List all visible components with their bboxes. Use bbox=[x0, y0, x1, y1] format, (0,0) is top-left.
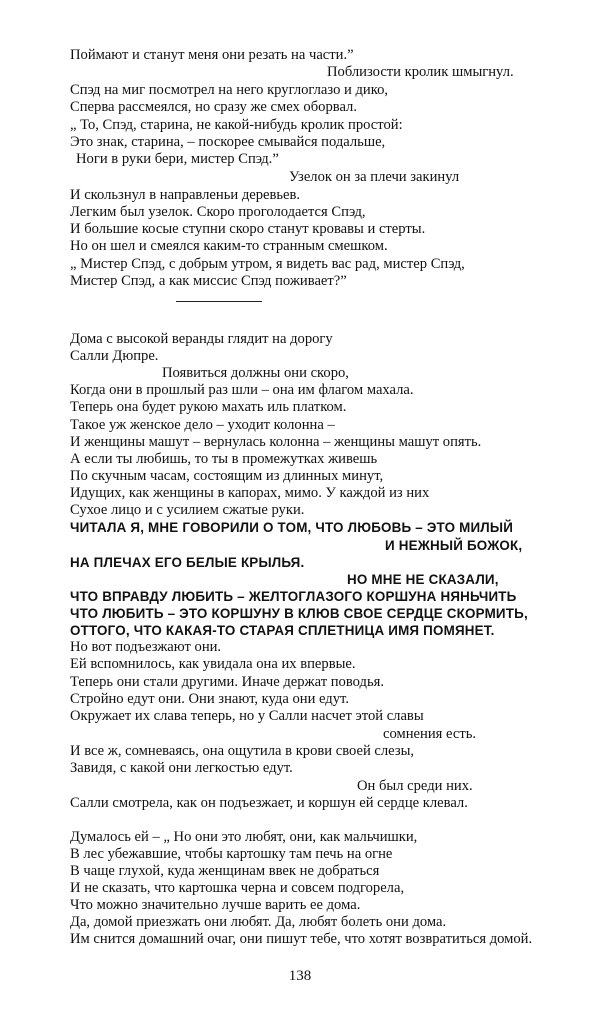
poem-line: В лес убежавшие, чтобы картошку там печь на огне bbox=[70, 846, 393, 862]
poem-line: Дома с высокой веранды глядит на дорогу bbox=[70, 331, 333, 347]
caps-line: ЧТО ЛЮБИТЬ – ЭТО КОРШУНУ В КЛЮВ СВОЕ СЕРДЦЕ СКОРМИТЬ, bbox=[70, 606, 528, 621]
caps-line: ОТТОГО, ЧТО КАКАЯ-ТО СТАРАЯ СПЛЕТНИЦА ИМЯ ПОМЯНЕТ. bbox=[70, 623, 495, 638]
poem-line: Сперва рассмеялся, но сразу же смех оборвал. bbox=[70, 99, 357, 115]
section-separator bbox=[176, 301, 262, 302]
poem-line: сомнения есть. bbox=[383, 726, 476, 742]
caps-line: И НЕЖНЫЙ БОЖОК, bbox=[385, 538, 523, 553]
caps-line: НО МНЕ НЕ СКАЗАЛИ, bbox=[347, 572, 499, 587]
poem-line: Ноги в руки бери, мистер Спэд.” bbox=[76, 151, 279, 167]
poem-line: И женщины машут – вернулась колонна – женщины машут опять. bbox=[70, 434, 482, 450]
poem-line: Завидя, с какой они легкостью едут. bbox=[70, 760, 293, 776]
poem-line: Да, домой приезжать они любят. Да, любят болеть они дома. bbox=[70, 914, 447, 930]
poem-line: Ей вспомнилось, как увидала она их впервые. bbox=[70, 656, 356, 672]
poem-line: Стройно едут они. Они знают, куда они едут. bbox=[70, 691, 349, 707]
poem-line: В чаще глухой, куда женщинам ввек не добраться bbox=[70, 863, 380, 879]
poem-line: Салли Дюпре. bbox=[70, 348, 159, 364]
poem-line: Идущих, как женщины в капорах, мимо. У каждой из них bbox=[70, 485, 430, 501]
poem-line: Салли смотрела, как он подъезжает, и коршун ей сердце клевал. bbox=[70, 795, 468, 811]
poem-line: Это знак, старина, – поскорее смывайся подальше, bbox=[70, 134, 386, 150]
poem-line: Появиться должны они скоро, bbox=[162, 365, 349, 381]
poem-line: Окружает их слава теперь, но у Салли насчет этой славы bbox=[70, 708, 424, 724]
poem-line: Поймают и станут меня они резать на части.” bbox=[70, 47, 354, 63]
poem-line: Спэд на миг посмотрел на него круглоглазо и дико, bbox=[70, 82, 389, 98]
poem-line: Сухое лицо и с усилием сжатые руки. bbox=[70, 502, 305, 518]
caps-line: ЧИТАЛА Я, МНЕ ГОВОРИЛИ О ТОМ, ЧТО ЛЮБОВЬ – ЭТО МИЛЫЙ bbox=[70, 520, 514, 535]
poem-line: И не сказать, что картошка черна и совсем подгорела, bbox=[70, 880, 405, 896]
poem-line: И большие косые ступни скоро станут кровавы и стерты. bbox=[70, 221, 426, 237]
poem-line: По скучным часам, состоящим из длинных минут, bbox=[70, 468, 384, 484]
poem-line: Узелок он за плечи закинул bbox=[289, 169, 460, 185]
poem-line: Им снится домашний очаг, они пишут тебе, что хотят возвратиться домой. bbox=[70, 931, 533, 947]
poem-line: Теперь она будет рукою махать иль платком. bbox=[70, 399, 347, 415]
poem-line: Что можно значительно лучше варить ее дома. bbox=[70, 897, 361, 913]
caps-line: ЧТО ВПРАВДУ ЛЮБИТЬ – ЖЕЛТОГЛАЗОГО КОРШУНА НЯНЬЧИТЬ bbox=[70, 589, 517, 604]
poem-line: Когда они в прошлый раз шли – она им флагом махала. bbox=[70, 382, 414, 398]
poem-line: Он был среди них. bbox=[357, 778, 473, 794]
poem-line: „ Мистер Спэд, с добрым утром, я видеть вас рад, мистер Спэд, bbox=[70, 256, 465, 272]
poem-line: И все ж, сомневаясь, она ощутила в крови своей слезы, bbox=[70, 743, 415, 759]
poem-line: Поблизости кролик шмыгнул. bbox=[327, 64, 514, 80]
poem-line: Легким был узелок. Скоро проголодается Спэд, bbox=[70, 204, 366, 220]
poem-line: „ То, Спэд, старина, не какой-нибудь кролик простой: bbox=[70, 117, 403, 133]
poem-line: Такое уж женское дело – уходит колонна – bbox=[70, 417, 335, 433]
poem-line: Мистер Спэд, а как миссис Спэд поживает?” bbox=[70, 273, 347, 289]
poem-line: Теперь они стали другими. Иначе держат поводья. bbox=[70, 674, 384, 690]
poem-line: Но он шел и смеялся каким-то странным смешком. bbox=[70, 238, 388, 254]
poem-line: Думалось ей – „ Но они это любят, они, как мальчишки, bbox=[70, 829, 418, 845]
poem-line: И скользнул в направленьи деревьев. bbox=[70, 187, 301, 203]
page-number: 138 bbox=[288, 968, 312, 984]
caps-line: НА ПЛЕЧАХ ЕГО БЕЛЫЕ КРЫЛЬЯ. bbox=[70, 555, 305, 570]
poem-line: Но вот подъезжают они. bbox=[70, 639, 222, 655]
poem-line: А если ты любишь, то ты в промежутках живешь bbox=[70, 451, 378, 467]
